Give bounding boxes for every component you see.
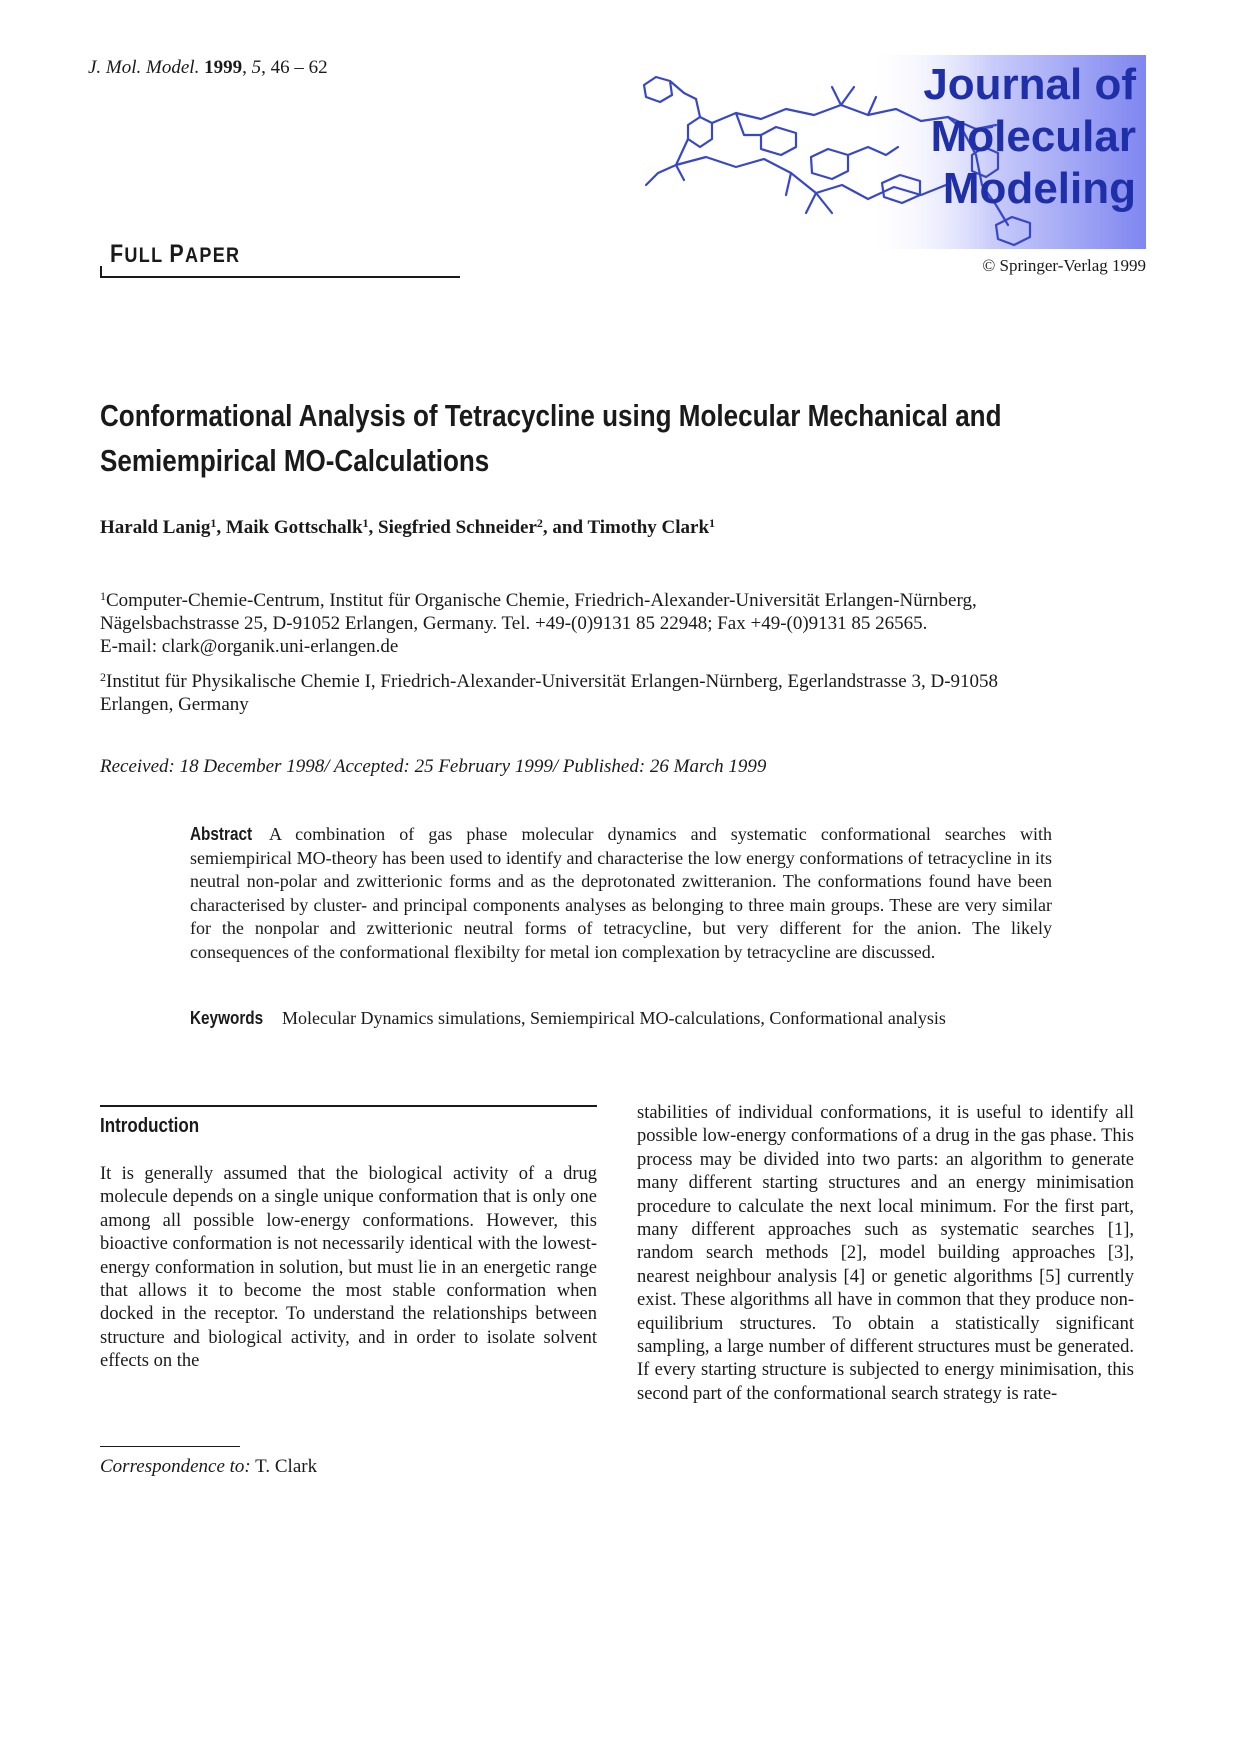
affiliation-mark: 1	[100, 589, 106, 603]
keywords-label: Keywords	[190, 1008, 264, 1028]
keywords	[190, 1006, 1090, 1030]
article-type-rest-2: APER	[185, 244, 241, 267]
keywords-text: Molecular Dynamics simulations, Semiempirical MO-calculations, Conformational analysis	[282, 1008, 946, 1028]
journal-abbrev: J. Mol. Model.	[88, 57, 200, 78]
footnote-value: T. Clark	[255, 1456, 318, 1477]
title-line-1: Conformational Analysis of Tetracycline using Molecular Mechanical and	[100, 398, 1002, 433]
logo-line-1: Journal of	[923, 60, 1136, 109]
affiliation-1-line-2: Nägelsbachstrasse 25, D-91052 Erlangen, Germany. Tel. +49-(0)9131 85 22948; Fax +49-(0)9131 85 26565.	[100, 613, 928, 634]
journal-logo	[636, 55, 1146, 249]
author-affiliation-mark: 1	[709, 516, 716, 530]
article-type-rule	[100, 276, 460, 278]
publication-dates: Received: 18 December 1998/ Accepted: 25 February 1999/ Published: 26 March 1999	[100, 756, 767, 777]
article-title	[100, 393, 1002, 483]
article-type-label	[110, 240, 240, 269]
author-separator: ,	[368, 517, 379, 538]
affiliation-1-email: E-mail: clark@organik.uni-erlangen.de	[100, 636, 399, 657]
author-name: Siegfried Schneider	[378, 517, 537, 538]
molecule-logo-graphic	[636, 55, 1146, 249]
title-line-2: Semiempirical MO-Calculations	[100, 443, 490, 478]
author-name: Maik Gottschalk	[225, 517, 363, 538]
logo-line-2: Molecular	[930, 112, 1136, 161]
affiliation-2-line-1: Institut für Physikalische Chemie I, Friedrich-Alexander-Universität Erlangen-Nürnberg, Egerlandstrasse 3, D-91058	[106, 671, 999, 692]
affiliation-2	[100, 670, 1150, 716]
section-rule	[100, 1105, 597, 1107]
abstract-text: A combination of gas phase molecular dynamics and systematic conformational searches with semiempirical MO-theory has been used to identify and characterise the low energy conformations of tetracycline in its neutral non-polar and zwitterionic forms and as the deprotonated zwitteranion. The conformations found have been characterised by cluster- and principal components analyses as belonging to three main groups. These are very similar for the nonpolar and zwitterionic neutral forms of tetracycline, but very different for the anion. The likely consequences of the conformational flexibilty for metal ion complexation by tetracycline are discussed.	[190, 824, 1052, 962]
affiliation-1-line-1: Computer-Chemie-Centrum, Institut für Organische Chemie, Friedrich-Alexander-Universität Erlangen-Nürnberg,	[106, 590, 977, 611]
citation-year: 1999	[204, 57, 243, 78]
citation-volume: 5	[251, 57, 262, 78]
logo-line-3: Modeling	[942, 164, 1136, 213]
article-type-initial-2: P	[169, 240, 186, 268]
affiliation-1	[100, 589, 1150, 658]
citation-pages: 46 – 62	[270, 57, 328, 78]
author-name: Harald Lanig	[100, 517, 211, 538]
article-type-rule-tick	[100, 266, 102, 278]
footnote-label: Correspondence to:	[100, 1456, 251, 1477]
abstract	[190, 823, 1052, 964]
author-name: Timothy Clark	[587, 517, 710, 538]
body-column-left: It is generally assumed that the biological activity of a drug molecule depends on a single unique conformation that is only one among all possible low-energy conformations. However, this bioactive conformation is not necessarily identical with the lowest-energy conformation in solution, but must lie in an energetic range that allows it to become the most stable conformation when docked in the receptor. To understand the relationships between structure and biological activity, and in order to isolate solvent effects on the	[100, 1164, 597, 1372]
author-separator: , and	[542, 517, 588, 538]
correspondence-footnote	[100, 1455, 317, 1479]
author-separator: ,	[216, 517, 226, 538]
author-list	[100, 516, 715, 540]
affiliation-mark: 2	[100, 670, 106, 684]
copyright-notice: © Springer-Verlag 1999	[982, 256, 1146, 275]
body-column-right: stabilities of individual conformations, it is useful to identify all possible low-energy conformations of a drug in the gas phase. This process may be divided into two parts: an algorithm to generate many different starting structures and an energy minimisation procedure to calculate the next local minimum. For the first part, many different approaches such as systematic searches [1], random search methods [2], model building approaches [3], nearest neighbour analysis [4] or genetic algorithms [5] currently exist. These algorithms all have in common that they produce non-equilibrium structures. To obtain a statistically significant sampling, a large number of different structures must be generated. If every starting structure is subjected to energy minimisation, this second part of the conformational search strategy is rate-	[637, 1103, 1134, 1404]
affiliation-2-line-2: Erlangen, Germany	[100, 694, 249, 715]
author-affiliation-mark: 1	[210, 516, 217, 530]
author-affiliation-mark: 1	[362, 516, 369, 530]
abstract-label: Abstract	[190, 824, 253, 844]
section-heading: Introduction	[100, 1115, 200, 1137]
article-type-initial-1: F	[110, 240, 125, 268]
author-affiliation-mark: 2	[536, 516, 543, 530]
article-type-rest-1: ULL	[124, 244, 164, 267]
journal-citation: J. Mol. Model. 1999, 5, 46 – 62	[88, 57, 328, 78]
footnote-rule	[100, 1446, 240, 1447]
